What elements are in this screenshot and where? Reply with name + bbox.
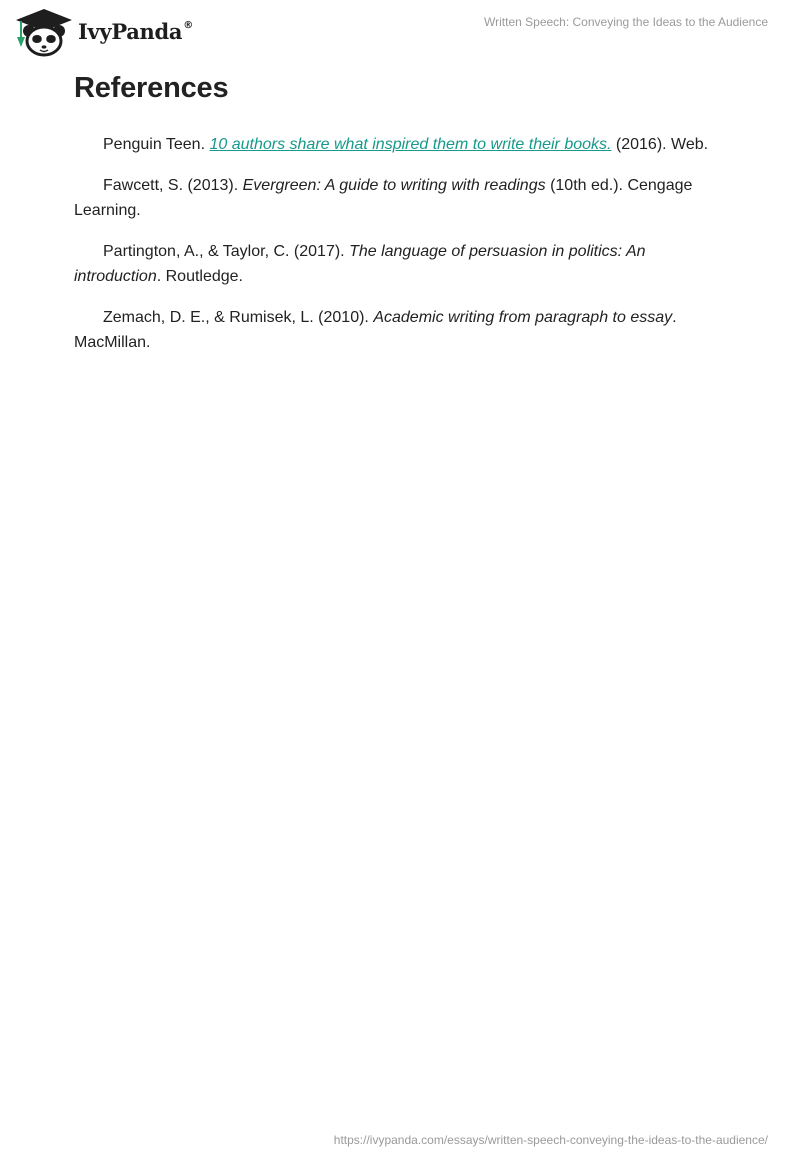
reference-details: . MacMillan. bbox=[74, 309, 677, 351]
reference-title: The language of persuasion in politics: An introduction bbox=[74, 243, 646, 285]
reference-details: (2016). Web. bbox=[615, 136, 709, 153]
registered-mark: ® bbox=[183, 19, 193, 31]
ivypanda-logo[interactable] bbox=[14, 6, 193, 58]
document-title: Written Speech: Conveying the Ideas to the Audience bbox=[484, 15, 768, 29]
page-header bbox=[0, 0, 800, 60]
reference-title: Evergreen: A guide to writing with readings bbox=[242, 177, 546, 194]
reference-list bbox=[74, 132, 734, 371]
reference-details: . Routledge. bbox=[156, 268, 243, 285]
panda-graduation-cap-icon bbox=[14, 7, 74, 57]
reference-author: Fawcett, S. (2013). bbox=[103, 177, 239, 194]
reference-item bbox=[74, 305, 734, 355]
brand-name bbox=[78, 19, 193, 44]
source-url: https://ivypanda.com/essays/written-speech-conveying-the-ideas-to-the-audience/ bbox=[333, 1133, 768, 1147]
reference-title: Academic writing from paragraph to essay bbox=[373, 309, 673, 326]
reference-details: (10th ed.). Cengage Learning. bbox=[74, 177, 693, 219]
reference-item bbox=[74, 173, 734, 223]
brand-name-text: IvyPanda bbox=[78, 18, 183, 44]
reference-author: Penguin Teen. bbox=[103, 136, 206, 153]
reference-item bbox=[74, 239, 734, 289]
reference-author: Partington, A., & Taylor, C. (2017). bbox=[103, 243, 345, 260]
reference-link[interactable]: 10 authors share what inspired them to write their books. bbox=[209, 136, 612, 153]
reference-item bbox=[74, 132, 734, 157]
reference-author: Zemach, D. E., & Rumisek, L. (2010). bbox=[103, 309, 369, 326]
page-title: References bbox=[74, 72, 229, 104]
